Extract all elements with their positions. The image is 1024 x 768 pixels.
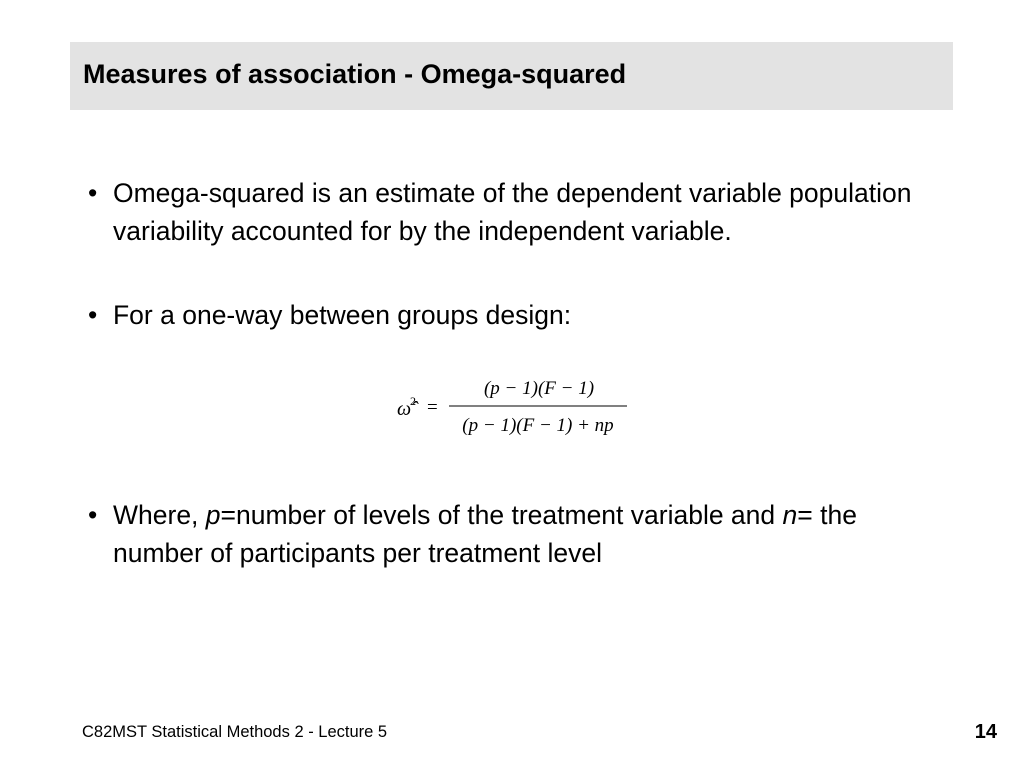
bullet-one-way-design	[88, 296, 938, 334]
bullet-text: Omega-squared is an estimate of the dependent variable population variability accounted for by the independent variable.	[113, 178, 912, 246]
footer-course-title: C82MST Statistical Methods 2 - Lecture 5	[82, 723, 388, 741]
formula-exponent: 2	[410, 394, 416, 408]
title-bar	[70, 42, 953, 110]
slide-page-number: 14	[974, 721, 997, 743]
slide-title: Measures of association - Omega-squared	[83, 59, 627, 89]
formula-equals: =	[427, 397, 438, 418]
omega-squared-formula	[395, 372, 635, 444]
bullet-marker: •	[88, 300, 98, 330]
where-text: Where,	[113, 500, 206, 530]
formula-denominator: (p − 1)(F − 1) + np	[462, 415, 614, 436]
bullet-omega-definition	[88, 174, 938, 250]
p-definition: =number of levels of the treatment variable and	[220, 500, 783, 530]
bullet-marker: •	[88, 500, 98, 530]
n-definition: = the number of participants per treatment level	[113, 500, 857, 568]
variable-p: p	[205, 500, 221, 530]
formula-lhs: ω̂	[397, 398, 412, 420]
bullet-where-definitions	[88, 496, 938, 572]
formula-numerator: (p − 1)(F − 1)	[483, 378, 595, 399]
bullet-text	[113, 496, 938, 572]
bullet-text: For a one-way between groups design:	[113, 300, 572, 330]
variable-n: n	[782, 500, 798, 530]
bullet-marker: •	[88, 178, 98, 208]
